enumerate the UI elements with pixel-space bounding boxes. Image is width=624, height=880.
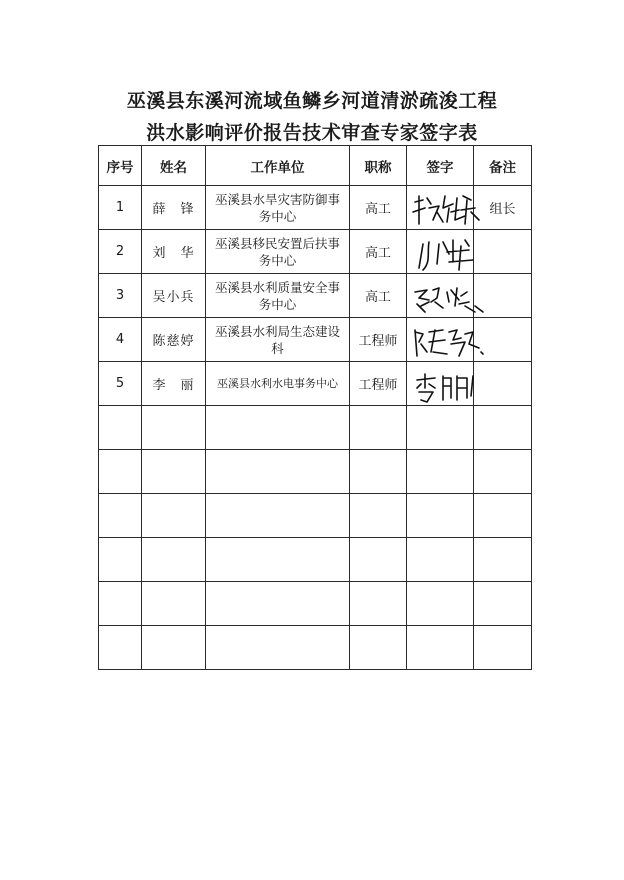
empty-cell xyxy=(350,538,407,582)
row-no: 2 xyxy=(99,230,142,274)
empty-cell xyxy=(99,494,142,538)
empty-cell xyxy=(142,406,206,450)
row-unit: 巫溪县水旱灾害防御事务中心 xyxy=(214,191,340,224)
empty-cell xyxy=(99,626,142,670)
empty-cell xyxy=(407,494,474,538)
empty-cell xyxy=(206,450,350,494)
table-header-row xyxy=(99,146,532,186)
table-row xyxy=(99,230,532,274)
empty-cell xyxy=(142,494,206,538)
empty-cell xyxy=(142,450,206,494)
row-unit: 巫溪县移民安置后扶事务中心 xyxy=(214,235,340,268)
header-title: 职称 xyxy=(350,146,407,186)
row-name: 刘 华 xyxy=(142,230,206,274)
row-title: 高工 xyxy=(350,274,407,318)
row-remark xyxy=(474,362,532,406)
row-no: 3 xyxy=(99,274,142,318)
table-row-empty xyxy=(99,626,532,670)
empty-cell xyxy=(99,582,142,626)
row-signature-cell xyxy=(407,362,474,406)
row-signature-cell xyxy=(407,230,474,274)
table-row-empty xyxy=(99,582,532,626)
row-unit-cell xyxy=(206,230,350,274)
empty-cell xyxy=(142,582,206,626)
empty-cell xyxy=(350,406,407,450)
row-title: 工程师 xyxy=(350,362,407,406)
empty-cell xyxy=(206,626,350,670)
row-unit: 巫溪县水利局生态建设科 xyxy=(214,323,340,356)
empty-cell xyxy=(474,626,532,670)
row-name: 吴小兵 xyxy=(142,274,206,318)
empty-cell xyxy=(350,626,407,670)
row-no: 4 xyxy=(99,318,142,362)
row-remark xyxy=(474,318,532,362)
empty-cell xyxy=(206,494,350,538)
row-no: 1 xyxy=(99,186,142,230)
empty-cell xyxy=(407,582,474,626)
empty-cell xyxy=(350,494,407,538)
row-unit-cell xyxy=(206,186,350,230)
empty-cell xyxy=(142,626,206,670)
row-signature-cell xyxy=(407,274,474,318)
row-no: 5 xyxy=(99,362,142,406)
row-unit-cell xyxy=(206,362,350,406)
empty-cell xyxy=(407,626,474,670)
empty-cell xyxy=(407,450,474,494)
header-name: 姓名 xyxy=(142,146,206,186)
empty-cell xyxy=(99,450,142,494)
empty-cell xyxy=(99,406,142,450)
row-title: 高工 xyxy=(350,186,407,230)
row-unit: 巫溪县水利质量安全事务中心 xyxy=(214,279,340,312)
table-row-empty xyxy=(99,406,532,450)
row-remark xyxy=(474,274,532,318)
row-title: 工程师 xyxy=(350,318,407,362)
empty-cell xyxy=(474,538,532,582)
row-remark xyxy=(474,230,532,274)
header-signature: 签字 xyxy=(407,146,474,186)
row-remark: 组长 xyxy=(474,186,532,230)
empty-cell xyxy=(206,582,350,626)
row-name: 薛 锋 xyxy=(142,186,206,230)
empty-cell xyxy=(350,582,407,626)
header-unit: 工作单位 xyxy=(206,146,350,186)
row-signature-cell xyxy=(407,186,474,230)
empty-cell xyxy=(474,406,532,450)
signature-table xyxy=(98,145,532,670)
empty-cell xyxy=(407,538,474,582)
table-row-empty xyxy=(99,538,532,582)
table-row xyxy=(99,318,532,362)
row-signature-cell xyxy=(407,318,474,362)
empty-cell xyxy=(350,450,407,494)
empty-cell xyxy=(407,406,474,450)
row-unit: 巫溪县水利水电事务中心 xyxy=(217,376,338,390)
empty-cell xyxy=(474,582,532,626)
row-unit-cell xyxy=(206,318,350,362)
document-title-line1: 巫溪县东溪河流域鱼鳞乡河道清淤疏浚工程 xyxy=(126,90,498,112)
empty-cell xyxy=(142,538,206,582)
row-name: 陈慈婷 xyxy=(142,318,206,362)
table-row xyxy=(99,274,532,318)
row-unit-cell xyxy=(206,274,350,318)
table-row-empty xyxy=(99,450,532,494)
table-row-empty xyxy=(99,494,532,538)
row-name: 李 丽 xyxy=(142,362,206,406)
empty-cell xyxy=(474,494,532,538)
empty-cell xyxy=(474,450,532,494)
header-remark: 备注 xyxy=(474,146,532,186)
table-row xyxy=(99,362,532,406)
document-title-line2: 洪水影响评价报告技术审查专家签字表 xyxy=(146,122,478,144)
row-title: 高工 xyxy=(350,230,407,274)
header-no: 序号 xyxy=(99,146,142,186)
empty-cell xyxy=(206,538,350,582)
empty-cell xyxy=(206,406,350,450)
table-row xyxy=(99,186,532,230)
empty-cell xyxy=(99,538,142,582)
